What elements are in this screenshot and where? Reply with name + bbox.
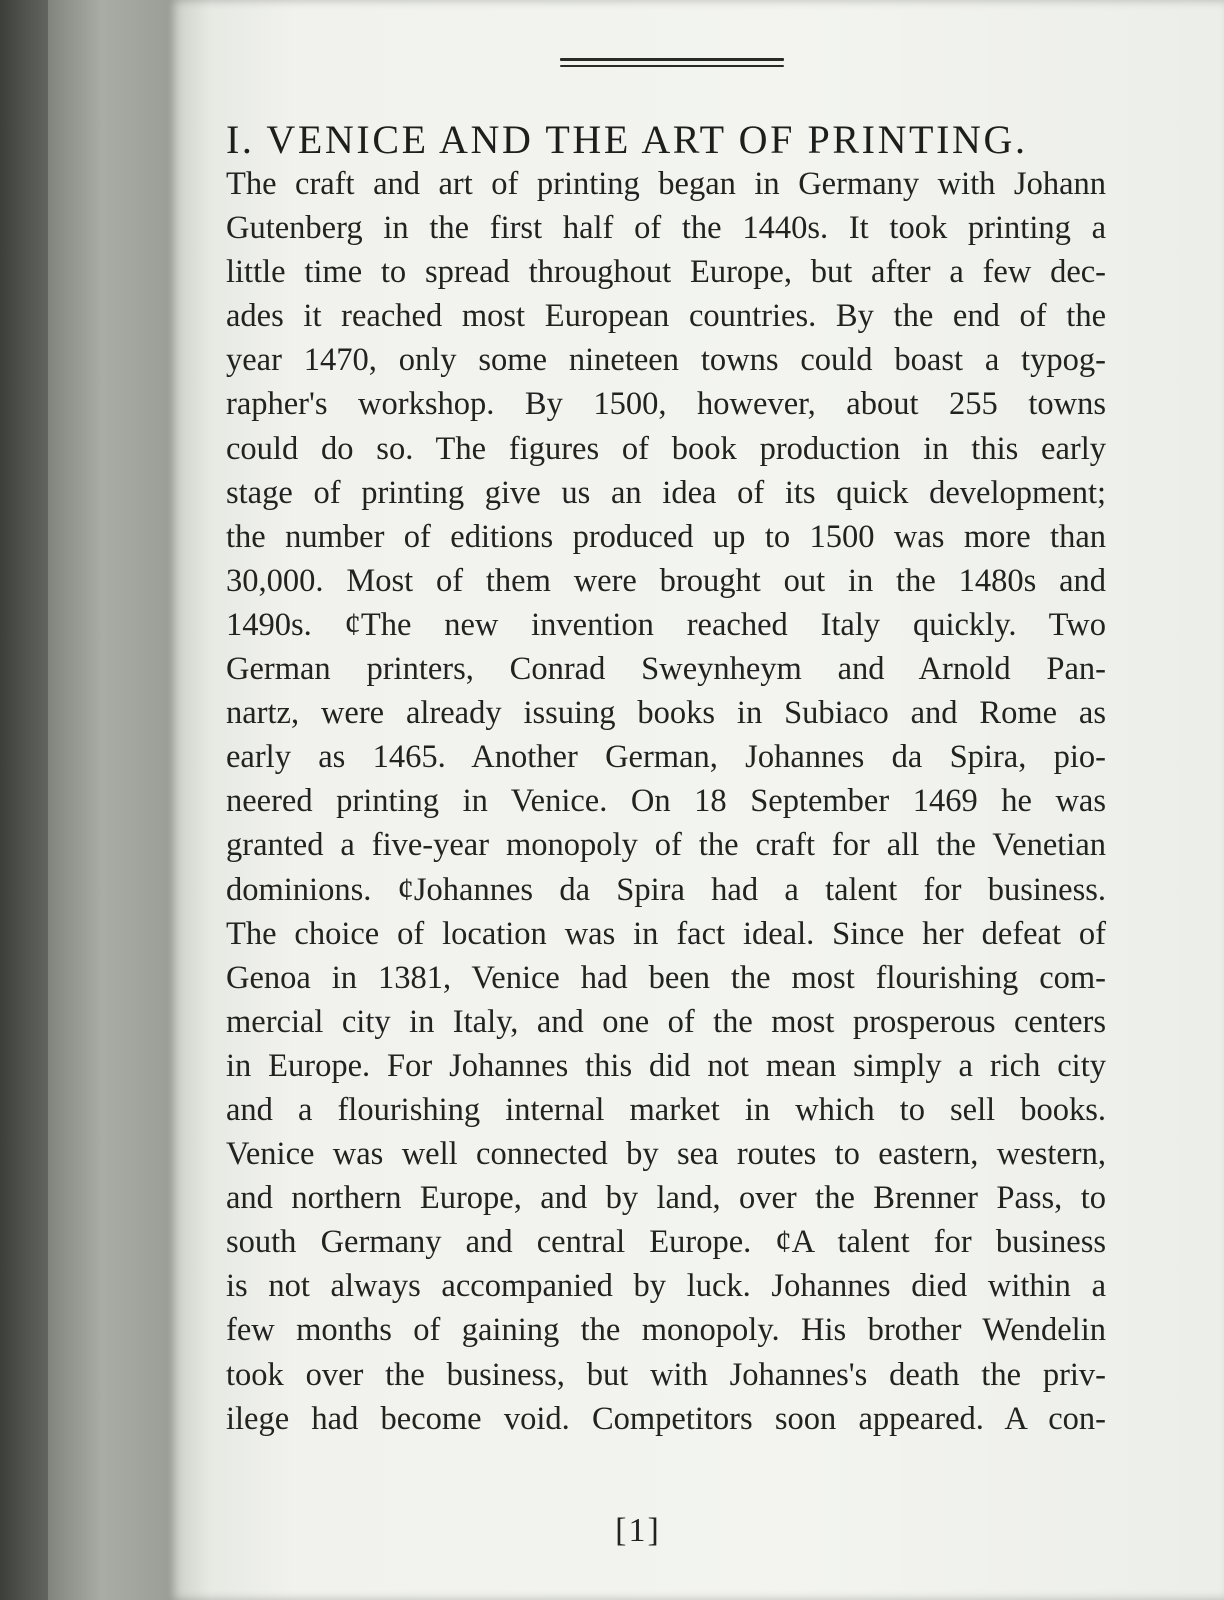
text-line: granted a five-year monopoly of the craft for all the Venetian [226,827,1106,864]
text-line: nartz, were already issuing books in Subiaco and Rome as [226,695,1106,732]
text-line: south Germany and central Europe. ¢A talent for business [226,1224,1106,1261]
chapter-title: I. VENICE AND THE ART OF PRINTING. [226,117,1028,162]
text-line: ilege had become void. Competitors soon appeared. A con- [226,1400,1106,1437]
text-line: stage of printing give us an idea of its quick development; [226,474,1106,511]
text-line: The craft and art of printing began in Germany with Johann [226,166,1106,202]
book-page [168,0,1224,1600]
headpiece-rule-thin [560,65,784,67]
text-line: could do so. The figures of book production in this early [226,430,1106,467]
text-line: and a flourishing internal market in which to sell books. [226,1091,1106,1128]
text-line: Venice was well connected by sea routes to eastern, western, [226,1136,1106,1173]
headpiece-rule-thick [560,58,784,61]
text-line: took over the business, but with Johannes's death the priv- [226,1356,1106,1393]
text-line: and northern Europe, and by land, over the Brenner Pass, to [226,1180,1106,1217]
text-line: is not always accompanied by luck. Johannes died within a [226,1268,1106,1305]
text-line: 30,000. Most of them were brought out in the 1480s and [226,562,1106,599]
text-line: year 1470, only some nineteen towns could boast a typog- [226,342,1106,379]
text-line: 1490s. ¢The new invention reached Italy quickly. Two [226,606,1106,643]
text-line: Gutenberg in the first half of the 1440s. It took printing a [226,210,1106,247]
text-line: Genoa in 1381, Venice had been the most flourishing com- [226,959,1106,996]
text-line: German printers, Conrad Sweynheym and Arnold Pan- [226,651,1106,688]
text-line: ades it reached most European countries. By the end of the [226,298,1106,335]
text-line: neered printing in Venice. On 18 September 1469 he was [226,783,1106,820]
text-line: The choice of location was in fact ideal. Since her defeat of [226,915,1106,952]
body-text [226,162,1106,1441]
text-line: little time to spread throughout Europe, but after a few dec- [226,254,1106,291]
text-line: rapher's workshop. By 1500, however, about 255 towns [226,386,1106,423]
text-line: mercial city in Italy, and one of the most prosperous centers [226,1003,1106,1040]
text-line: few months of gaining the monopoly. His brother Wendelin [226,1312,1106,1349]
headpiece-rule-ornament [560,58,784,67]
binding-shadow [0,0,48,1600]
text-line: early as 1465. Another German, Johannes da Spira, pio- [226,739,1106,776]
page-number: [1] [615,1512,661,1549]
text-line: in Europe. For Johannes this did not mean simply a rich city [226,1047,1106,1084]
text-line: the number of editions produced up to 1500 was more than [226,518,1106,555]
text-line: dominions. ¢Johannes da Spira had a talent for business. [226,871,1106,908]
